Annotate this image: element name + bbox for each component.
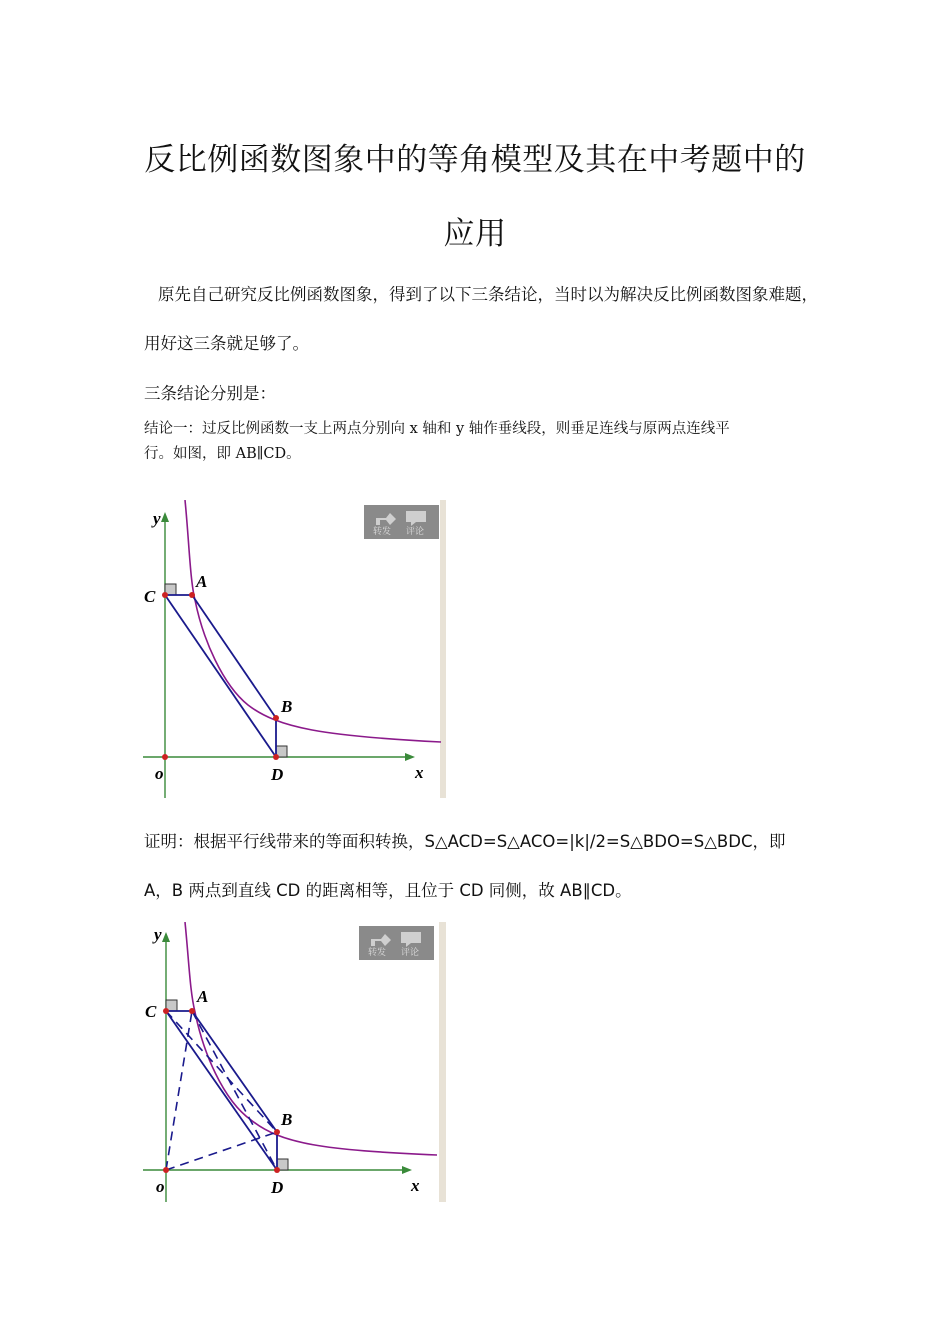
figure-frame-edge — [439, 922, 446, 1202]
label-d: D — [271, 765, 284, 784]
proof-line1: 证明：根据平行线带来的等面积转换，S△ACD=S△ACO=|k|/2=S△BDO=S△BDC，即 — [144, 832, 786, 851]
point-b — [273, 715, 279, 721]
point-a — [189, 1008, 195, 1014]
label-a: A — [197, 987, 209, 1006]
point-a — [189, 592, 195, 598]
y-axis-label: y — [153, 509, 161, 528]
figure1-graph — [143, 500, 446, 798]
point-o — [162, 754, 168, 760]
watermark-share-label: 转发 — [368, 948, 387, 958]
label-b: B — [281, 697, 293, 716]
figure-frame-edge — [440, 500, 446, 798]
point-d — [274, 1167, 280, 1173]
intro-paragraph-line2: 用好这三条就足够了。 — [144, 334, 309, 353]
figure1 — [143, 500, 446, 798]
x-axis-label: x — [411, 1176, 420, 1195]
conclusion1-line2: 行。如图，即 AB∥CD。 — [144, 446, 301, 462]
point-c — [163, 1008, 169, 1014]
document-title-line1: 反比例函数图象中的等角模型及其在中考题中的 — [144, 142, 806, 178]
point-o — [163, 1167, 169, 1173]
x-axis-label: x — [415, 763, 424, 782]
conclusion1-line1: 结论一：过反比例函数一支上两点分别向 x 轴和 y 轴作垂线段，则垂足连线与原两点连线平 — [144, 421, 730, 437]
watermark-share-label: 转发 — [373, 527, 392, 537]
origin-label: o — [156, 1177, 165, 1196]
point-b — [274, 1129, 280, 1135]
label-c: C — [144, 587, 156, 606]
watermark-comment-label: 评论 — [406, 527, 425, 537]
label-b: B — [281, 1110, 293, 1129]
point-c — [162, 592, 168, 598]
origin-label: o — [155, 764, 164, 783]
figure2-graph — [143, 922, 446, 1202]
conclusions-heading: 三条结论分别是： — [144, 384, 276, 403]
y-axis-label: y — [154, 925, 162, 944]
label-a: A — [196, 572, 208, 591]
figure2 — [143, 922, 446, 1202]
label-c: C — [145, 1002, 157, 1021]
intro-paragraph-line1: 原先自己研究反比例函数图象，得到了以下三条结论，当时以为解决反比例函数图象难题， — [158, 285, 818, 304]
document-title-line2: 应用 — [443, 216, 507, 252]
watermark-comment-label: 评论 — [401, 948, 420, 958]
label-d: D — [271, 1178, 284, 1197]
point-d — [273, 754, 279, 760]
proof-line2: A，B 两点到直线 CD 的距离相等，且位于 CD 同侧，故 AB∥CD。 — [144, 881, 632, 900]
